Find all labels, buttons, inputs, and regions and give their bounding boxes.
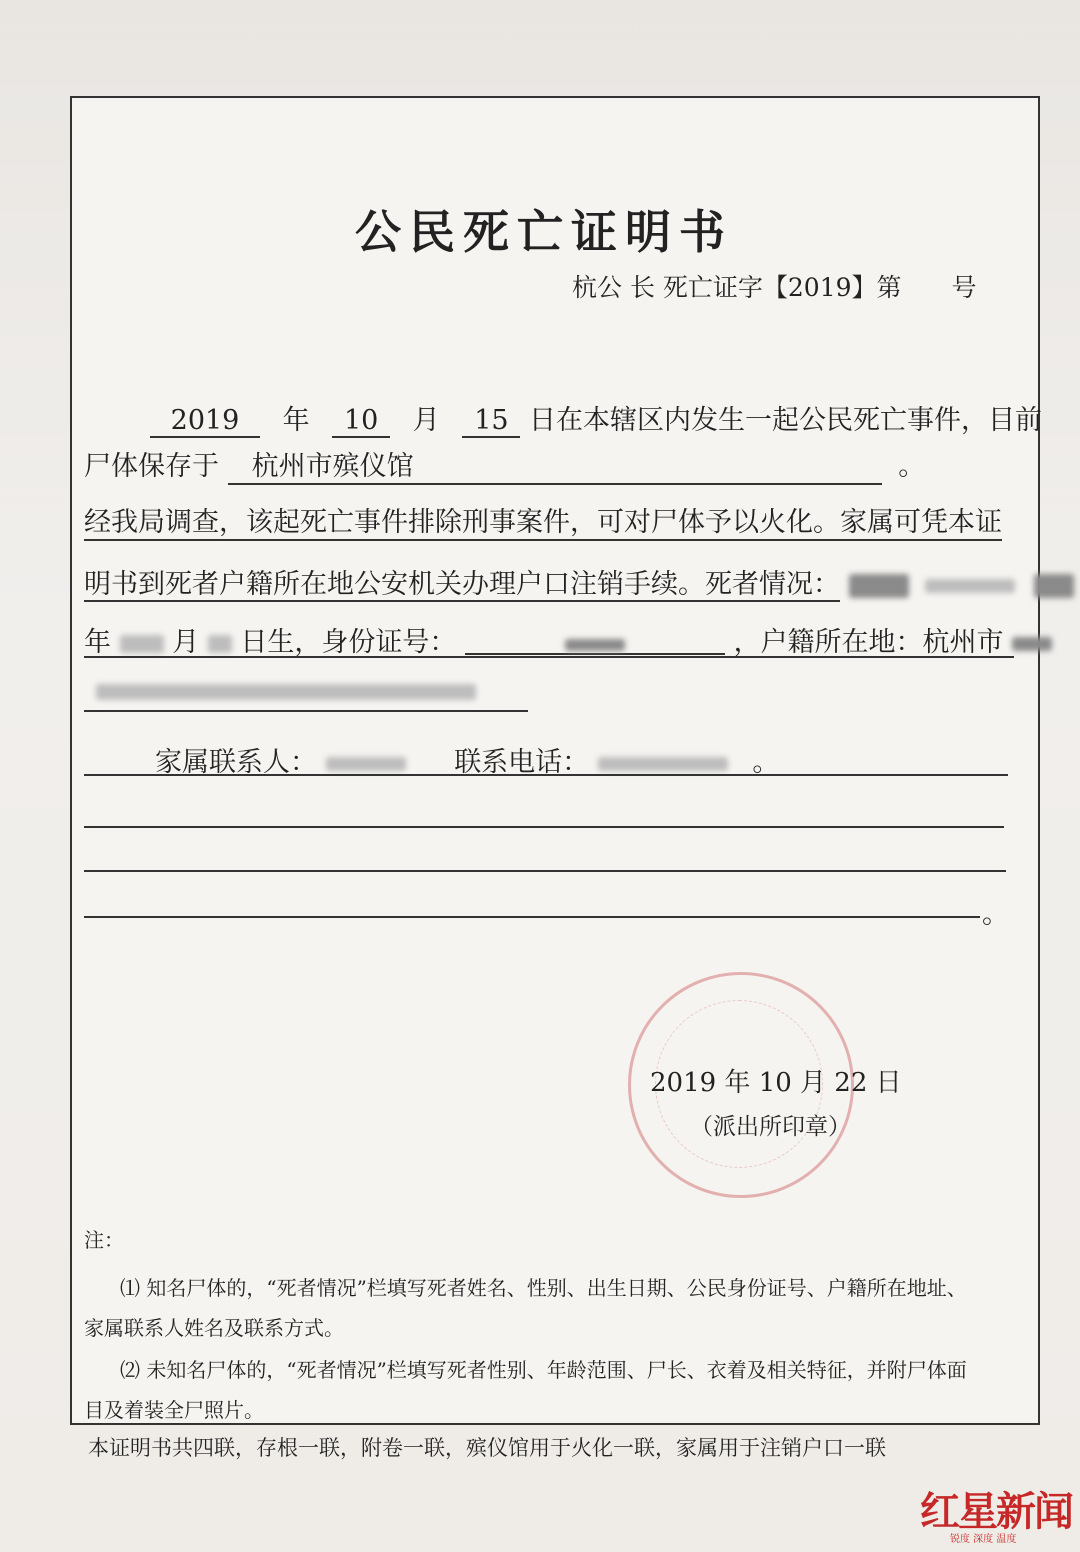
birth-day-label: 日生，身份证号： xyxy=(240,627,457,658)
blank-line-3 xyxy=(84,916,980,918)
document-number: 杭公 长 死亡证字【2019】第 号 xyxy=(572,273,977,302)
underline-birth xyxy=(84,656,1014,658)
month-label: 月 xyxy=(412,405,440,436)
address-continued xyxy=(96,684,476,704)
redacted-sex xyxy=(925,579,1015,593)
birth-year-label: 年 xyxy=(84,627,111,658)
document-title: 公民死亡证明书 xyxy=(355,205,733,259)
body-kept-period: 。 xyxy=(898,451,926,482)
seal-label: （派出所印章） xyxy=(690,1114,851,1140)
family-contact-label: 家属联系人： xyxy=(155,747,317,778)
birth-id-line xyxy=(84,620,1052,659)
household-label: ，户籍所在地：杭州市 xyxy=(733,627,1004,658)
last-period: 。 xyxy=(982,899,1009,930)
note-1-line-2: 家属联系人姓名及联系方式。 xyxy=(84,1316,344,1340)
redacted-address xyxy=(1012,637,1052,651)
blank-line-2 xyxy=(84,870,1006,872)
notes-heading: 注： xyxy=(84,1228,124,1252)
year-label: 年 xyxy=(282,405,310,436)
phone-label: 联系电话： xyxy=(454,747,590,778)
paragraph-line-2: 明书到死者户籍所在地公安机关办理户口注销手续。死者情况： xyxy=(84,562,1074,601)
note-2-line-2: 目及着装全尸照片。 xyxy=(84,1398,264,1422)
redacted-birth-day xyxy=(208,635,232,653)
id-number-field xyxy=(465,627,725,655)
paragraph-line-1: 经我局调查，该起死亡事件排除刑事案件，可对尸体予以火化。家属可凭本证 xyxy=(84,500,1002,541)
redacted-birth-year xyxy=(1034,574,1074,598)
redacted-birth-month xyxy=(120,635,164,653)
incident-month: 10 xyxy=(332,405,390,438)
incident-year: 2019 xyxy=(150,405,260,438)
birth-month-label: 月 xyxy=(172,627,200,658)
body-location-line xyxy=(84,444,925,485)
underline-address xyxy=(84,710,528,712)
issue-date: 2019 年 10 月 22 日 xyxy=(650,1068,902,1098)
hongxing-news-tagline: 锐度 深度 温度 xyxy=(950,1534,1017,1545)
body-kept-label: 尸体保存于 xyxy=(84,451,219,482)
incident-text: 日在本辖区内发生一起公民死亡事件，目前 xyxy=(528,405,1042,436)
body-kept-place: 杭州市殡仪馆 xyxy=(228,444,882,485)
footer-note: 本证明书共四联，存根一联，附卷一联，殡仪馆用于火化一联，家属用于注销户口一联 xyxy=(88,1436,886,1460)
hongxing-news-logo: 红星新闻 xyxy=(920,1489,1072,1535)
incident-date-line xyxy=(150,398,1042,438)
blank-line-1 xyxy=(84,826,1004,828)
note-2-line-1: ⑵ 未知名尸体的，“死者情况”栏填写死者性别、年龄范围、尸长、衣着及相关特征，并附尸体面 xyxy=(120,1358,967,1382)
contact-period: 。 xyxy=(752,747,780,778)
incident-day: 15 xyxy=(462,405,520,438)
note-1-line-1: ⑴ 知名尸体的，“死者情况”栏填写死者姓名、性别、出生日期、公民身份证号、户籍所在地址、 xyxy=(120,1276,967,1300)
redacted-phone xyxy=(598,757,728,771)
redacted-name xyxy=(849,574,909,598)
redacted-contact-name xyxy=(326,757,406,771)
underline-contact xyxy=(84,774,1008,776)
